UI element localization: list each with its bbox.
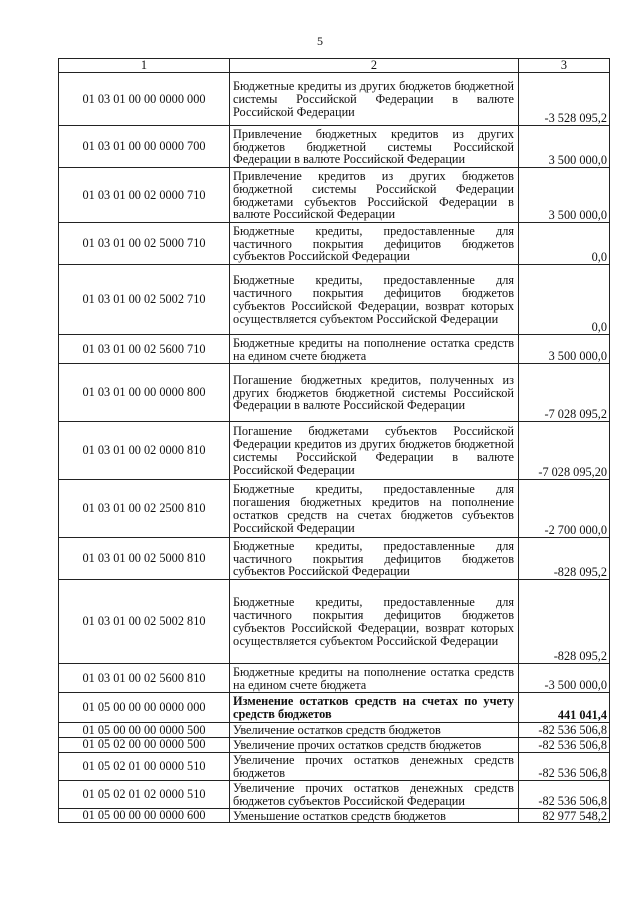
row-code-cell: 01 05 02 01 00 0000 510 <box>59 752 230 780</box>
row-description-cell: Уменьшение остатков средств бюджетов <box>230 808 519 823</box>
table-row <box>59 73 610 126</box>
row-description-cell: Привлечение бюджетных кредитов из других бюджетов бюджетной системы Российской Федерации в валюте Российской Федерации <box>230 126 519 168</box>
budget-sources-table <box>58 58 610 823</box>
table-row <box>59 422 610 480</box>
table-row <box>59 335 610 364</box>
column-header-description: 2 <box>230 59 519 73</box>
row-code-cell: 01 03 01 00 02 5000 810 <box>59 538 230 580</box>
page-number: 5 <box>317 34 323 48</box>
row-code-cell: 01 03 01 00 02 5600 810 <box>59 664 230 693</box>
row-code-cell: 01 03 01 00 02 5000 710 <box>59 223 230 265</box>
row-code-cell: 01 03 01 00 02 5002 810 <box>59 580 230 664</box>
row-amount-cell: -7 028 095,20 <box>519 422 610 480</box>
row-description-cell: Бюджетные кредиты на пополнение остатка средств на едином счете бюджета <box>230 664 519 693</box>
table-header-row <box>59 59 610 73</box>
row-code-cell: 01 03 01 00 02 5600 710 <box>59 335 230 364</box>
row-amount-cell: 441 041,4 <box>519 693 610 723</box>
table-row <box>59 265 610 335</box>
table-row <box>59 693 610 723</box>
row-amount-cell: 0,0 <box>519 265 610 335</box>
table-row <box>59 808 610 823</box>
row-code-cell: 01 05 00 00 00 0000 000 <box>59 693 230 723</box>
row-description-cell: Бюджетные кредиты, предоставленные для погашения бюджетных кредитов на пополнение остатков средств на счетах бюджетов субъектов Российской Федерации <box>230 480 519 538</box>
table-row <box>59 737 610 752</box>
row-description-cell: Погашение бюджетных кредитов, полученных из других бюджетов бюджетной системы Российской Федерации в валюте Российской Федерации <box>230 364 519 422</box>
row-code-cell: 01 03 01 00 02 2500 810 <box>59 480 230 538</box>
table-row <box>59 780 610 808</box>
row-amount-cell: 3 500 000,0 <box>519 126 610 168</box>
row-description-cell: Увеличение прочих остатков денежных средств бюджетов <box>230 752 519 780</box>
row-amount-cell: -3 500 000,0 <box>519 664 610 693</box>
row-description-cell: Увеличение остатков средств бюджетов <box>230 723 519 738</box>
row-amount-cell: -82 536 506,8 <box>519 780 610 808</box>
table-row <box>59 168 610 223</box>
row-amount-cell: 3 500 000,0 <box>519 168 610 223</box>
row-description-cell: Бюджетные кредиты, предоставленные для частичного покрытия дефицитов бюджетов субъектов Российской Федерации, возврат которых осуществляется субъектом Российской Федерации <box>230 580 519 664</box>
row-amount-cell: -2 700 000,0 <box>519 480 610 538</box>
table-row <box>59 723 610 738</box>
row-description-cell: Погашение бюджетами субъектов Российской Федерации кредитов из других бюджетов бюджетной системы Российской Федерации в валюте Российской Федерации <box>230 422 519 480</box>
row-code-cell: 01 03 01 00 00 0000 700 <box>59 126 230 168</box>
row-amount-cell: 82 977 548,2 <box>519 808 610 823</box>
row-description-cell: Бюджетные кредиты на пополнение остатка средств на едином счете бюджета <box>230 335 519 364</box>
row-code-cell: 01 03 01 00 00 0000 800 <box>59 364 230 422</box>
table-row <box>59 538 610 580</box>
row-amount-cell: -82 536 506,8 <box>519 752 610 780</box>
row-code-cell: 01 05 02 01 02 0000 510 <box>59 780 230 808</box>
row-code-cell: 01 03 01 00 00 0000 000 <box>59 73 230 126</box>
table-row <box>59 223 610 265</box>
row-code-cell: 01 05 00 00 00 0000 600 <box>59 808 230 823</box>
row-code-cell: 01 03 01 00 02 5002 710 <box>59 265 230 335</box>
row-description-cell: Увеличение прочих остатков денежных средств бюджетов субъектов Российской Федерации <box>230 780 519 808</box>
row-description-cell: Бюджетные кредиты, предоставленные для частичного покрытия дефицитов бюджетов субъектов Российской Федерации <box>230 223 519 265</box>
row-amount-cell: -828 095,2 <box>519 538 610 580</box>
row-amount-cell: -3 528 095,2 <box>519 73 610 126</box>
table-row <box>59 752 610 780</box>
row-description-cell: Бюджетные кредиты, предоставленные для частичного покрытия дефицитов бюджетов субъектов Российской Федерации <box>230 538 519 580</box>
row-description-cell: Бюджетные кредиты, предоставленные для частичного покрытия дефицитов бюджетов субъектов Российской Федерации, возврат которых осуществляется субъектом Российской Федерации <box>230 265 519 335</box>
row-description-cell: Увеличение прочих остатков средств бюджетов <box>230 737 519 752</box>
row-amount-cell: -82 536 506,8 <box>519 737 610 752</box>
table-row <box>59 126 610 168</box>
row-code-cell: 01 03 01 00 02 0000 810 <box>59 422 230 480</box>
row-amount-cell: 3 500 000,0 <box>519 335 610 364</box>
column-header-amount: 3 <box>519 59 610 73</box>
row-description-cell: Изменение остатков средств на счетах по учету средств бюджетов <box>230 693 519 723</box>
table-row <box>59 480 610 538</box>
row-amount-cell: -828 095,2 <box>519 580 610 664</box>
row-amount-cell: -7 028 095,2 <box>519 364 610 422</box>
table-row <box>59 664 610 693</box>
row-amount-cell: -82 536 506,8 <box>519 723 610 738</box>
row-code-cell: 01 05 00 00 00 0000 500 <box>59 723 230 738</box>
table-row <box>59 364 610 422</box>
row-code-cell: 01 05 02 00 00 0000 500 <box>59 737 230 752</box>
column-header-code: 1 <box>59 59 230 73</box>
row-amount-cell: 0,0 <box>519 223 610 265</box>
row-description-cell: Бюджетные кредиты из других бюджетов бюджетной системы Российской Федерации в валюте Российской Федерации <box>230 73 519 126</box>
table-row <box>59 580 610 664</box>
row-code-cell: 01 03 01 00 02 0000 710 <box>59 168 230 223</box>
row-description-cell: Привлечение кредитов из других бюджетов бюджетной системы Российской Федерации бюджетами субъектов Российской Федерации в валюте Российской Федерации <box>230 168 519 223</box>
